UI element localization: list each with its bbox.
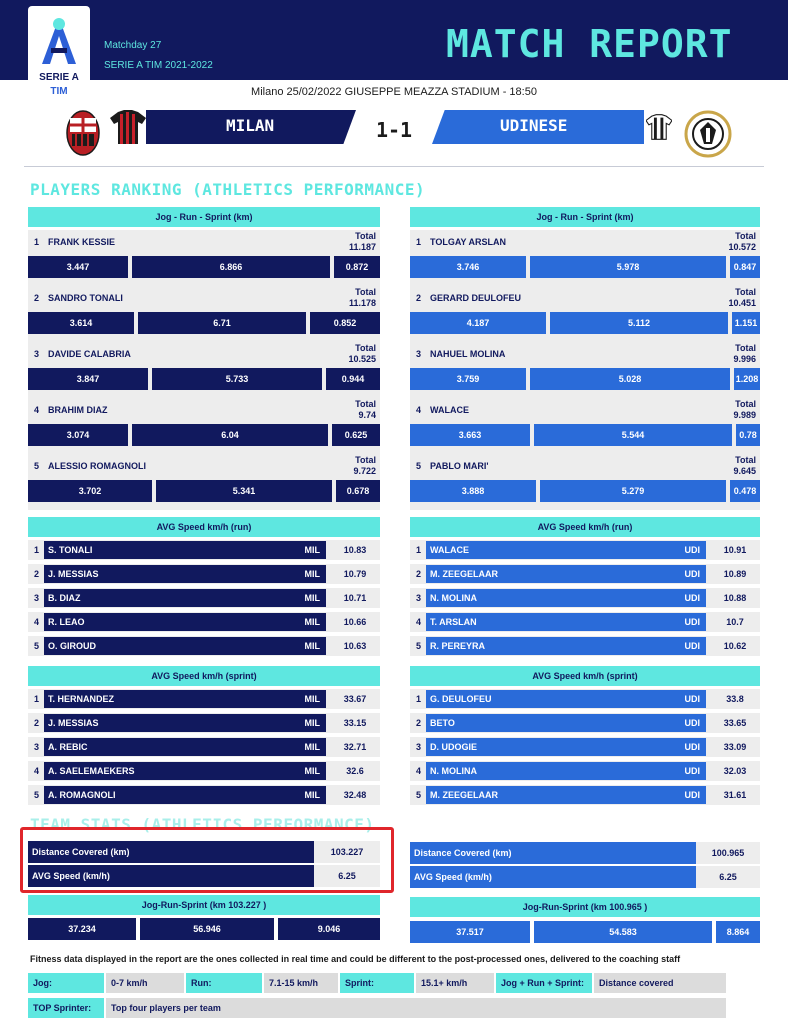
total-label: Total	[355, 343, 376, 353]
player-rank: 3	[34, 349, 40, 359]
legend-sprint-value: 15.1+ km/h	[416, 973, 494, 993]
run-value: 6.71	[138, 312, 306, 334]
speed-player-name: B. DIAZ	[48, 593, 81, 603]
away-player-card	[410, 286, 760, 342]
home-team-jog: 37.234	[28, 918, 136, 940]
speed-value: 10.91	[723, 545, 747, 555]
home-player-card	[28, 230, 380, 286]
section-divider	[24, 166, 764, 167]
udinese-kit-icon	[646, 110, 672, 144]
speed-bar	[44, 613, 326, 631]
away-speed_run-row	[410, 540, 760, 560]
team-stats-title: TEAM STATS (ATHLETICS PERFORMANCE)	[30, 815, 375, 834]
run-value: 6.866	[132, 256, 330, 278]
player-name: BRAHIM DIAZ	[48, 405, 108, 415]
player-rank: 4	[34, 405, 40, 415]
home-speed_sprint-row	[28, 689, 380, 709]
run-value: 5.733	[152, 368, 322, 390]
speed-player-name: R. LEAO	[48, 617, 85, 627]
speed-value: 10.89	[723, 569, 747, 579]
speed-value: 10.7	[726, 617, 744, 627]
speed-player-name: BETO	[430, 718, 455, 728]
away-team-sprint: 8.864	[716, 921, 760, 943]
home-speed_run-row	[28, 636, 380, 656]
total-value: 9.989	[733, 410, 756, 420]
legend-jrs-value: Distance covered	[594, 973, 726, 993]
players-ranking-title: PLAYERS RANKING (ATHLETICS PERFORMANCE)	[30, 180, 426, 199]
speed-bar	[426, 714, 706, 732]
page-title: MATCH REPORT	[446, 22, 733, 66]
speed-bar	[426, 541, 706, 559]
speed-team-code: MIL	[304, 545, 320, 555]
player-name: PABLO MARI'	[430, 461, 489, 471]
speed-player-name: S. TONALI	[48, 545, 93, 555]
speed-bar	[426, 637, 706, 655]
jog-value: 3.614	[28, 312, 134, 334]
speed-bar	[44, 565, 326, 583]
speed-value: 10.62	[723, 641, 747, 651]
speed-player-name: O. GIROUD	[48, 641, 97, 651]
home-jrs-header: Jog - Run - Sprint (km)	[28, 207, 380, 227]
away-player-card	[410, 342, 760, 398]
jog-value: 3.888	[410, 480, 536, 502]
away-speed_sprint-row	[410, 761, 760, 781]
away-speed_sprint-row	[410, 737, 760, 757]
home-player-card	[28, 286, 380, 342]
legend-jog-label: Jog:	[28, 973, 104, 993]
home-distance-value: 103.227	[330, 847, 364, 857]
speed-team-code: UDI	[684, 718, 700, 728]
legend-jog-value: 0-7 km/h	[106, 973, 184, 993]
speed-player-name: G. DEULOFEU	[430, 694, 492, 704]
speed-player-name: WALACE	[430, 545, 469, 555]
speed-value: 33.67	[343, 694, 367, 704]
speed-team-code: MIL	[304, 766, 320, 776]
home-team-jrs-header: Jog-Run-Sprint (km 103.227 )	[28, 895, 380, 915]
sprint-value: 0.625	[332, 424, 380, 446]
speed-value: 10.83	[343, 545, 367, 555]
sprint-value: 0.872	[334, 256, 380, 278]
total-label: Total	[735, 399, 756, 409]
speed-player-name: D. UDOGIE	[430, 742, 478, 752]
away-distance-value: 100.965	[711, 848, 745, 858]
speed-value: 33.15	[343, 718, 367, 728]
home-player-card	[28, 398, 380, 454]
speed-value: 33.8	[726, 694, 744, 704]
total-value: 9.645	[733, 466, 756, 476]
total-value: 10.525	[348, 354, 376, 364]
speed-rank: 1	[34, 545, 40, 555]
home-speed_sprint-row	[28, 785, 380, 805]
total-value: 10.451	[728, 298, 756, 308]
speed-player-name: M. ZEEGELAAR	[430, 790, 499, 800]
speed-player-name: J. MESSIAS	[48, 569, 99, 579]
matchday-label: Matchday 27	[104, 40, 162, 51]
run-value: 6.04	[132, 424, 328, 446]
home-speed_sprint-row	[28, 713, 380, 733]
player-name: ALESSIO ROMAGNOLI	[48, 461, 147, 471]
speed-rank: 2	[416, 718, 422, 728]
speed-rank: 5	[34, 641, 40, 651]
player-rank: 1	[416, 237, 422, 247]
speed-player-name: A. REBIC	[48, 742, 88, 752]
speed-team-code: UDI	[684, 593, 700, 603]
player-name: TOLGAY ARSLAN	[430, 237, 507, 247]
away-sprint-speed-header: AVG Speed km/h (sprint)	[410, 666, 760, 686]
speed-bar	[426, 565, 706, 583]
away-speed_run-row	[410, 588, 760, 608]
away-player-card	[410, 230, 760, 286]
home-speed_run-row	[28, 540, 380, 560]
away-speed-row	[410, 866, 760, 888]
speed-bar	[426, 589, 706, 607]
speed-value: 10.63	[343, 641, 367, 651]
total-value: 9.74	[358, 410, 376, 420]
speed-player-name: T. ARSLAN	[430, 617, 477, 627]
speed-rank: 4	[34, 766, 40, 776]
total-label: Total	[735, 287, 756, 297]
away-speed_sprint-row	[410, 689, 760, 709]
total-label: Total	[735, 343, 756, 353]
sprint-value: 1.208	[734, 368, 760, 390]
sprint-value: 1.151	[732, 312, 760, 334]
serie-a-emblem-icon	[40, 16, 78, 66]
speed-team-code: MIL	[304, 718, 320, 728]
away-run-speed-header: AVG Speed km/h (run)	[410, 517, 760, 537]
speed-player-name: T. HERNANDEZ	[48, 694, 115, 704]
total-value: 11.178	[348, 298, 376, 308]
speed-rank: 5	[34, 790, 40, 800]
speed-team-code: MIL	[304, 641, 320, 651]
speed-team-code: UDI	[684, 790, 700, 800]
jog-value: 3.074	[28, 424, 128, 446]
speed-rank: 4	[34, 617, 40, 627]
speed-bar	[44, 637, 326, 655]
speed-team-code: MIL	[304, 742, 320, 752]
speed-team-code: UDI	[684, 617, 700, 627]
home-team-sprint: 9.046	[278, 918, 380, 940]
home-speed_run-row	[28, 588, 380, 608]
speed-bar	[44, 762, 326, 780]
home-sprint-speed-header: AVG Speed km/h (sprint)	[28, 666, 380, 686]
player-rank: 4	[416, 405, 422, 415]
jog-value: 4.187	[410, 312, 546, 334]
total-label: Total	[735, 231, 756, 241]
sprint-value: 0.852	[310, 312, 380, 334]
speed-bar	[44, 786, 326, 804]
away-player-card	[410, 454, 760, 510]
away-distance-label: Distance Covered (km)	[410, 842, 696, 864]
away-speed_run-row	[410, 636, 760, 656]
speed-rank: 1	[416, 694, 422, 704]
total-label: Total	[735, 455, 756, 465]
total-label: Total	[355, 399, 376, 409]
speed-team-code: MIL	[304, 694, 320, 704]
speed-team-code: UDI	[684, 641, 700, 651]
speed-rank: 4	[416, 617, 422, 627]
home-team-run: 56.946	[140, 918, 274, 940]
home-speed-value: 6.25	[338, 871, 356, 881]
logo-serie-text: SERIE A	[39, 72, 79, 83]
logo-tim-text: TIM	[50, 86, 68, 97]
jog-value: 3.663	[410, 424, 530, 446]
season-label: SERIE A TIM 2021-2022	[104, 60, 213, 71]
home-player-card	[28, 342, 380, 398]
speed-value: 33.09	[723, 742, 747, 752]
speed-rank: 1	[416, 545, 422, 555]
speed-value: 33.65	[723, 718, 747, 728]
away-jrs-header: Jog - Run - Sprint (km)	[410, 207, 760, 227]
home-player-card	[28, 454, 380, 510]
speed-team-code: MIL	[304, 593, 320, 603]
sprint-value: 0.944	[326, 368, 380, 390]
speed-team-code: UDI	[684, 545, 700, 555]
fitness-footnote: Fitness data displayed in the report are the ones collected in real time and could be different to the post-processed ones, delivered to the coaching staff	[30, 954, 681, 964]
run-value: 5.978	[530, 256, 726, 278]
total-value: 9.996	[733, 354, 756, 364]
legend-run-label: Run:	[186, 973, 262, 993]
run-value: 5.279	[540, 480, 726, 502]
speed-team-code: MIL	[304, 617, 320, 627]
away-team-name: UDINESE	[500, 116, 568, 135]
speed-team-code: UDI	[684, 766, 700, 776]
speed-value: 32.6	[346, 766, 364, 776]
speed-bar	[44, 714, 326, 732]
sprint-value: 0.678	[336, 480, 380, 502]
speed-player-name: R. PEREYRA	[430, 641, 486, 651]
udinese-crest-icon	[684, 110, 732, 158]
legend-top-label: TOP Sprinter:	[28, 998, 104, 1018]
player-name: GERARD DEULOFEU	[430, 293, 522, 303]
speed-value: 10.66	[343, 617, 367, 627]
speed-bar	[44, 738, 326, 756]
sprint-value: 0.78	[736, 424, 760, 446]
home-speed_run-row	[28, 564, 380, 584]
jog-value: 3.447	[28, 256, 128, 278]
home-distance-label: Distance Covered (km)	[28, 841, 314, 863]
away-speed_sprint-row	[410, 713, 760, 733]
speed-value: 31.61	[723, 790, 747, 800]
speed-value: 32.48	[343, 790, 367, 800]
home-speed-label: AVG Speed (km/h)	[28, 865, 314, 887]
speed-rank: 3	[416, 742, 422, 752]
total-value: 10.572	[728, 242, 756, 252]
speed-team-code: MIL	[304, 790, 320, 800]
player-name: FRANK KESSIE	[48, 237, 116, 247]
speed-rank: 5	[416, 790, 422, 800]
milan-kit-icon	[110, 110, 146, 144]
speed-rank: 4	[416, 766, 422, 776]
total-label: Total	[355, 455, 376, 465]
away-team-jrs-header: Jog-Run-Sprint (km 100.965 )	[410, 897, 760, 917]
speed-rank: 3	[416, 593, 422, 603]
speed-value: 32.71	[343, 742, 367, 752]
away-speed_sprint-row	[410, 785, 760, 805]
speed-bar	[426, 613, 706, 631]
match-score: 1-1	[375, 118, 413, 142]
speed-player-name: N. MOLINA	[430, 593, 477, 603]
home-speed_sprint-row	[28, 737, 380, 757]
speed-bar	[426, 762, 706, 780]
player-rank: 2	[34, 293, 40, 303]
speed-value: 10.79	[343, 569, 367, 579]
speed-player-name: N. MOLINA	[430, 766, 477, 776]
player-rank: 3	[416, 349, 422, 359]
player-name: NAHUEL MOLINA	[430, 349, 506, 359]
player-name: SANDRO TONALI	[48, 293, 123, 303]
speed-player-name: J. MESSIAS	[48, 718, 99, 728]
sprint-value: 0.847	[730, 256, 760, 278]
speed-bar	[44, 690, 326, 708]
legend-top-value: Top four players per team	[106, 998, 726, 1018]
speed-rank: 2	[34, 569, 40, 579]
speed-rank: 5	[416, 641, 422, 651]
legend-sprint-label: Sprint:	[340, 973, 414, 993]
legend-jrs-label: Jog + Run + Sprint:	[496, 973, 592, 993]
player-rank: 5	[416, 461, 422, 471]
speed-player-name: A. ROMAGNOLI	[48, 790, 116, 800]
speed-team-code: UDI	[684, 694, 700, 704]
run-value: 5.544	[534, 424, 732, 446]
speed-team-code: UDI	[684, 569, 700, 579]
speed-value: 32.03	[723, 766, 747, 776]
player-rank: 5	[34, 461, 40, 471]
jog-value: 3.847	[28, 368, 148, 390]
speed-value: 10.88	[723, 593, 747, 603]
total-label: Total	[355, 287, 376, 297]
away-speed-value: 6.25	[719, 872, 737, 882]
player-name: DAVIDE CALABRIA	[48, 349, 131, 359]
jog-value: 3.759	[410, 368, 526, 390]
speed-bar	[426, 690, 706, 708]
speed-bar	[426, 786, 706, 804]
home-speed_run-row	[28, 612, 380, 632]
away-team-run: 54.583	[534, 921, 712, 943]
speed-bar	[44, 589, 326, 607]
away-speed_run-row	[410, 612, 760, 632]
away-speed_run-row	[410, 564, 760, 584]
away-speed-label: AVG Speed (km/h)	[410, 866, 696, 888]
player-name: WALACE	[430, 405, 469, 415]
home-run-speed-header: AVG Speed km/h (run)	[28, 517, 380, 537]
home-speed_sprint-row	[28, 761, 380, 781]
total-label: Total	[355, 231, 376, 241]
speed-rank: 3	[34, 593, 40, 603]
jog-value: 3.746	[410, 256, 526, 278]
legend-run-value: 7.1-15 km/h	[264, 973, 338, 993]
highlight-frame	[20, 827, 394, 893]
player-rank: 2	[416, 293, 422, 303]
speed-player-name: A. SAELEMAEKERS	[48, 766, 135, 776]
run-value: 5.028	[530, 368, 730, 390]
speed-team-code: UDI	[684, 742, 700, 752]
away-player-card	[410, 398, 760, 454]
sprint-value: 0.478	[730, 480, 760, 502]
milan-crest-icon	[66, 110, 100, 156]
away-team-jog: 37.517	[410, 921, 530, 943]
total-value: 11.187	[348, 242, 376, 252]
speed-value: 10.71	[343, 593, 367, 603]
venue-line: Milano 25/02/2022 GIUSEPPE MEAZZA STADIUM - 18:50	[251, 86, 537, 98]
speed-rank: 1	[34, 694, 40, 704]
speed-bar	[44, 541, 326, 559]
run-value: 5.112	[550, 312, 728, 334]
total-value: 9.722	[353, 466, 376, 476]
jog-value: 3.702	[28, 480, 152, 502]
speed-bar	[426, 738, 706, 756]
speed-rank: 3	[34, 742, 40, 752]
player-rank: 1	[34, 237, 40, 247]
home-team-name: MILAN	[226, 116, 275, 135]
away-distance-row	[410, 842, 760, 864]
speed-player-name: M. ZEEGELAAR	[430, 569, 499, 579]
run-value: 5.341	[156, 480, 332, 502]
speed-rank: 2	[34, 718, 40, 728]
speed-team-code: MIL	[304, 569, 320, 579]
speed-rank: 2	[416, 569, 422, 579]
